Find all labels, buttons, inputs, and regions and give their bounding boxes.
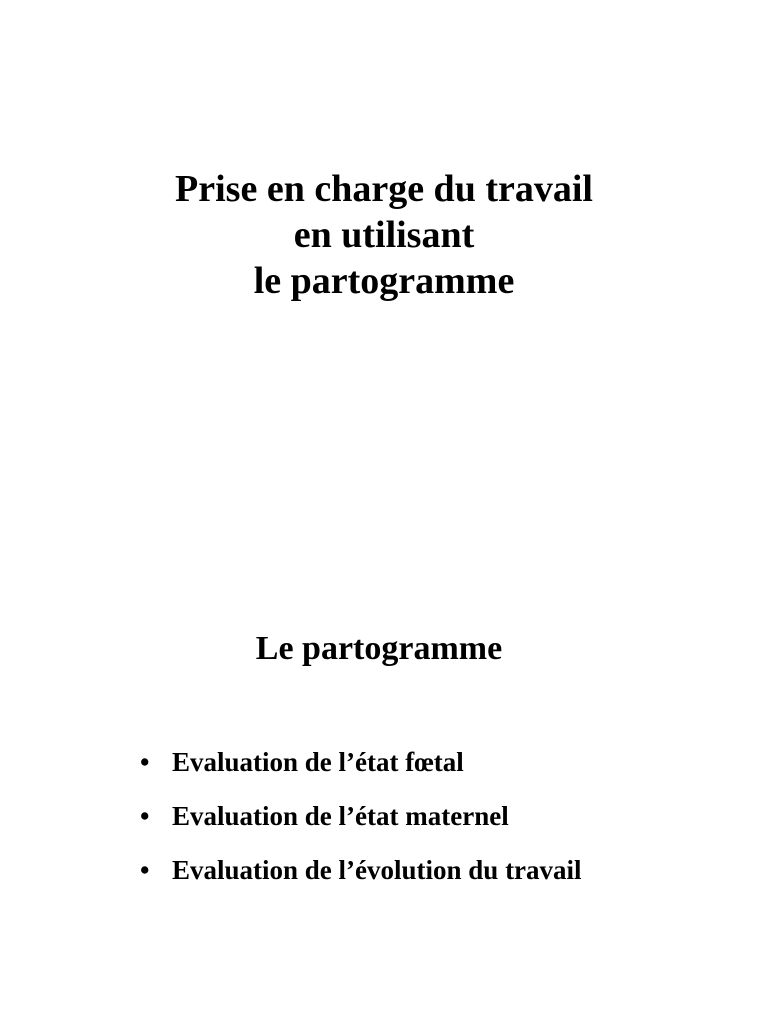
list-item	[140, 740, 582, 794]
list-item	[140, 794, 582, 848]
list-item-text: Evaluation de l’état fœtal	[172, 747, 464, 777]
bullet-icon: •	[140, 747, 150, 777]
list-item-text: Evaluation de l’état maternel	[172, 801, 509, 831]
bullet-list	[140, 740, 582, 902]
title-line-1: Prise en charge du travail	[175, 168, 593, 210]
slide-title	[0, 166, 768, 304]
bullet-icon: •	[140, 855, 150, 885]
list-item-text: Evaluation de l’évolution du travail	[172, 855, 582, 885]
bullet-icon: •	[140, 801, 150, 831]
section-heading: Le partogramme	[255, 630, 503, 667]
title-line-2: en utilisant	[293, 214, 475, 256]
list-item	[140, 848, 582, 902]
title-line-3: le partogramme	[253, 260, 515, 302]
